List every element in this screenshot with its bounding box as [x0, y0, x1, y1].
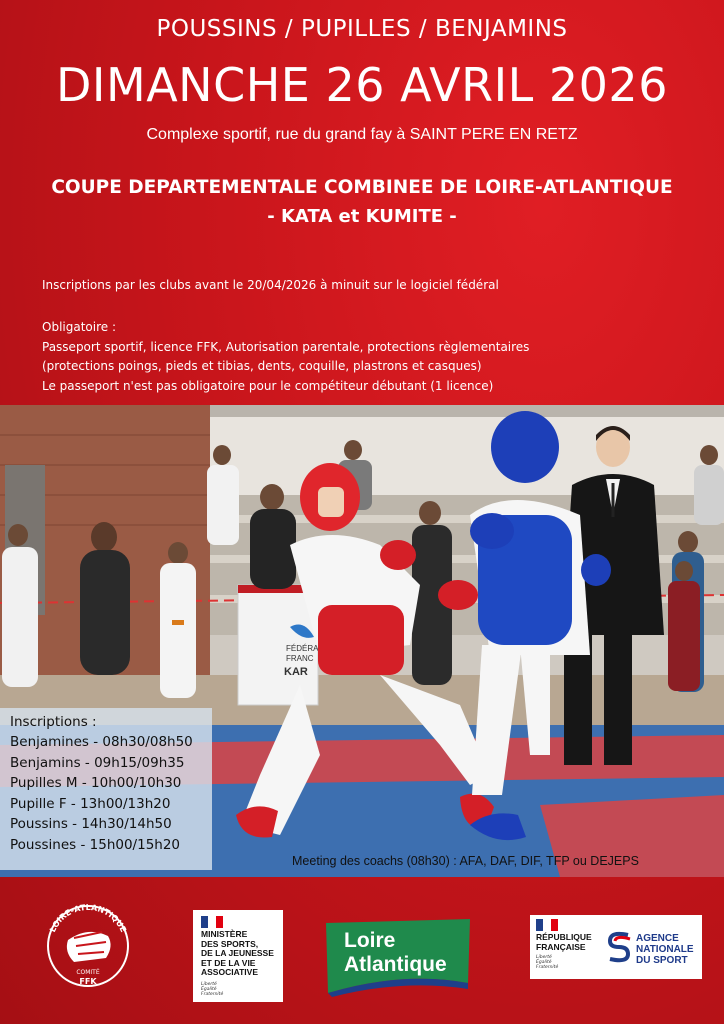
kumite-photo: [0, 405, 724, 877]
ffk-arc-text: LOIRE-ATLANTIQUE: [48, 902, 128, 934]
ministere-line: ET DE LA VIE: [201, 957, 256, 968]
ministere-line: DES SPORTS,: [201, 938, 259, 949]
event-date: DIMANCHE 26 AVRIL 2026: [56, 58, 668, 112]
ministere-line: ASSOCIATIVE: [201, 967, 258, 977]
republique-line: FRANÇAISE: [536, 941, 586, 952]
ans-brand: [606, 929, 696, 969]
schedule-row: Poussins - 14h30/14h50: [10, 816, 172, 832]
mandatory-line: (protections poings, pieds et tibias, dents, coquille, plastrons et casques): [42, 359, 482, 373]
footer-logos: [0, 877, 724, 1024]
mandatory-title: Obligatoire :: [42, 320, 116, 334]
republique-line: RÉPUBLIQUE: [536, 932, 592, 942]
ffk-comite-text: COMITÉ: [76, 969, 100, 976]
banner-text-1: FÉDÉRA: [286, 644, 319, 653]
motto-line: Liberté: [536, 955, 552, 960]
motto-line: Fraternité: [536, 965, 559, 970]
cup-subtitle: - KATA et KUMITE -: [267, 206, 457, 227]
schedule-row: Pupille F - 13h00/13h20: [10, 795, 171, 812]
ministere-sports-logo: [193, 910, 283, 1002]
french-flag-icon: [536, 919, 558, 931]
ministere-motto: [201, 982, 279, 997]
mandatory-line: Le passeport n'est pas obligatoire pour le compétiteur débutant (1 licence): [42, 378, 494, 393]
ans-line: NATIONALE: [636, 944, 694, 955]
motto-line: Liberté: [201, 981, 217, 987]
ans-line: DU SPORT: [636, 955, 688, 966]
registration-note: Inscriptions par les clubs avant le 20/04/2026 à minuit sur le logiciel fédéral: [42, 278, 499, 292]
atlantique-text: Atlantique: [344, 953, 447, 976]
banner-text-3: KAR: [284, 666, 308, 678]
ans-s-icon: [606, 929, 632, 965]
schedule-row: Benjamines - 08h30/08h50: [10, 734, 193, 750]
ministere-line: DE LA JEUNESSE: [201, 948, 274, 958]
french-flag-icon: [201, 916, 223, 928]
schedule-title: Inscriptions :: [10, 714, 97, 730]
venue: Complexe sportif, rue du grand fay à SAINT PERE EN RETZ: [146, 126, 578, 143]
ans-text: [636, 933, 694, 966]
cup-title: COUPE DEPARTEMENTALE COMBINEE DE LOIRE-ATLANTIQUE: [51, 177, 673, 198]
ministere-line: MINISTÈRE: [201, 929, 248, 939]
schedule-panel: [0, 708, 212, 870]
banner-text-2: FRANC: [286, 654, 314, 663]
ffk-comite-logo: [38, 894, 138, 994]
mandatory-block: [42, 318, 529, 396]
ffk-fist-icon: [67, 932, 111, 962]
coach-meeting-note: Meeting des coachs (08h30) : AFA, DAF, DIF, TFP ou DEJEPS: [292, 854, 639, 868]
agence-nationale-sport-logo: [530, 915, 702, 979]
ffk-text: FFK: [79, 977, 97, 986]
mandatory-line: Passeport sportif, licence FFK, Autorisation parentale, protections règlementaires: [42, 339, 530, 354]
schedule-row: Poussines - 15h00/15h20: [10, 836, 181, 853]
schedule-row: Benjamins - 09h15/09h35: [10, 754, 185, 771]
loire-text: Loire: [344, 929, 396, 952]
categories-title: POUSSINS / PUPILLES / BENJAMINS: [156, 16, 568, 42]
motto-line: Fraternité: [201, 991, 224, 997]
motto-line: Égalité: [536, 960, 552, 965]
schedule-row: Pupilles M - 10h00/10h30: [10, 775, 182, 791]
loire-atlantique-logo: [322, 917, 474, 997]
header: [0, 0, 724, 405]
motto-line: Égalité: [201, 986, 217, 992]
ans-line: AGENCE: [636, 933, 679, 944]
